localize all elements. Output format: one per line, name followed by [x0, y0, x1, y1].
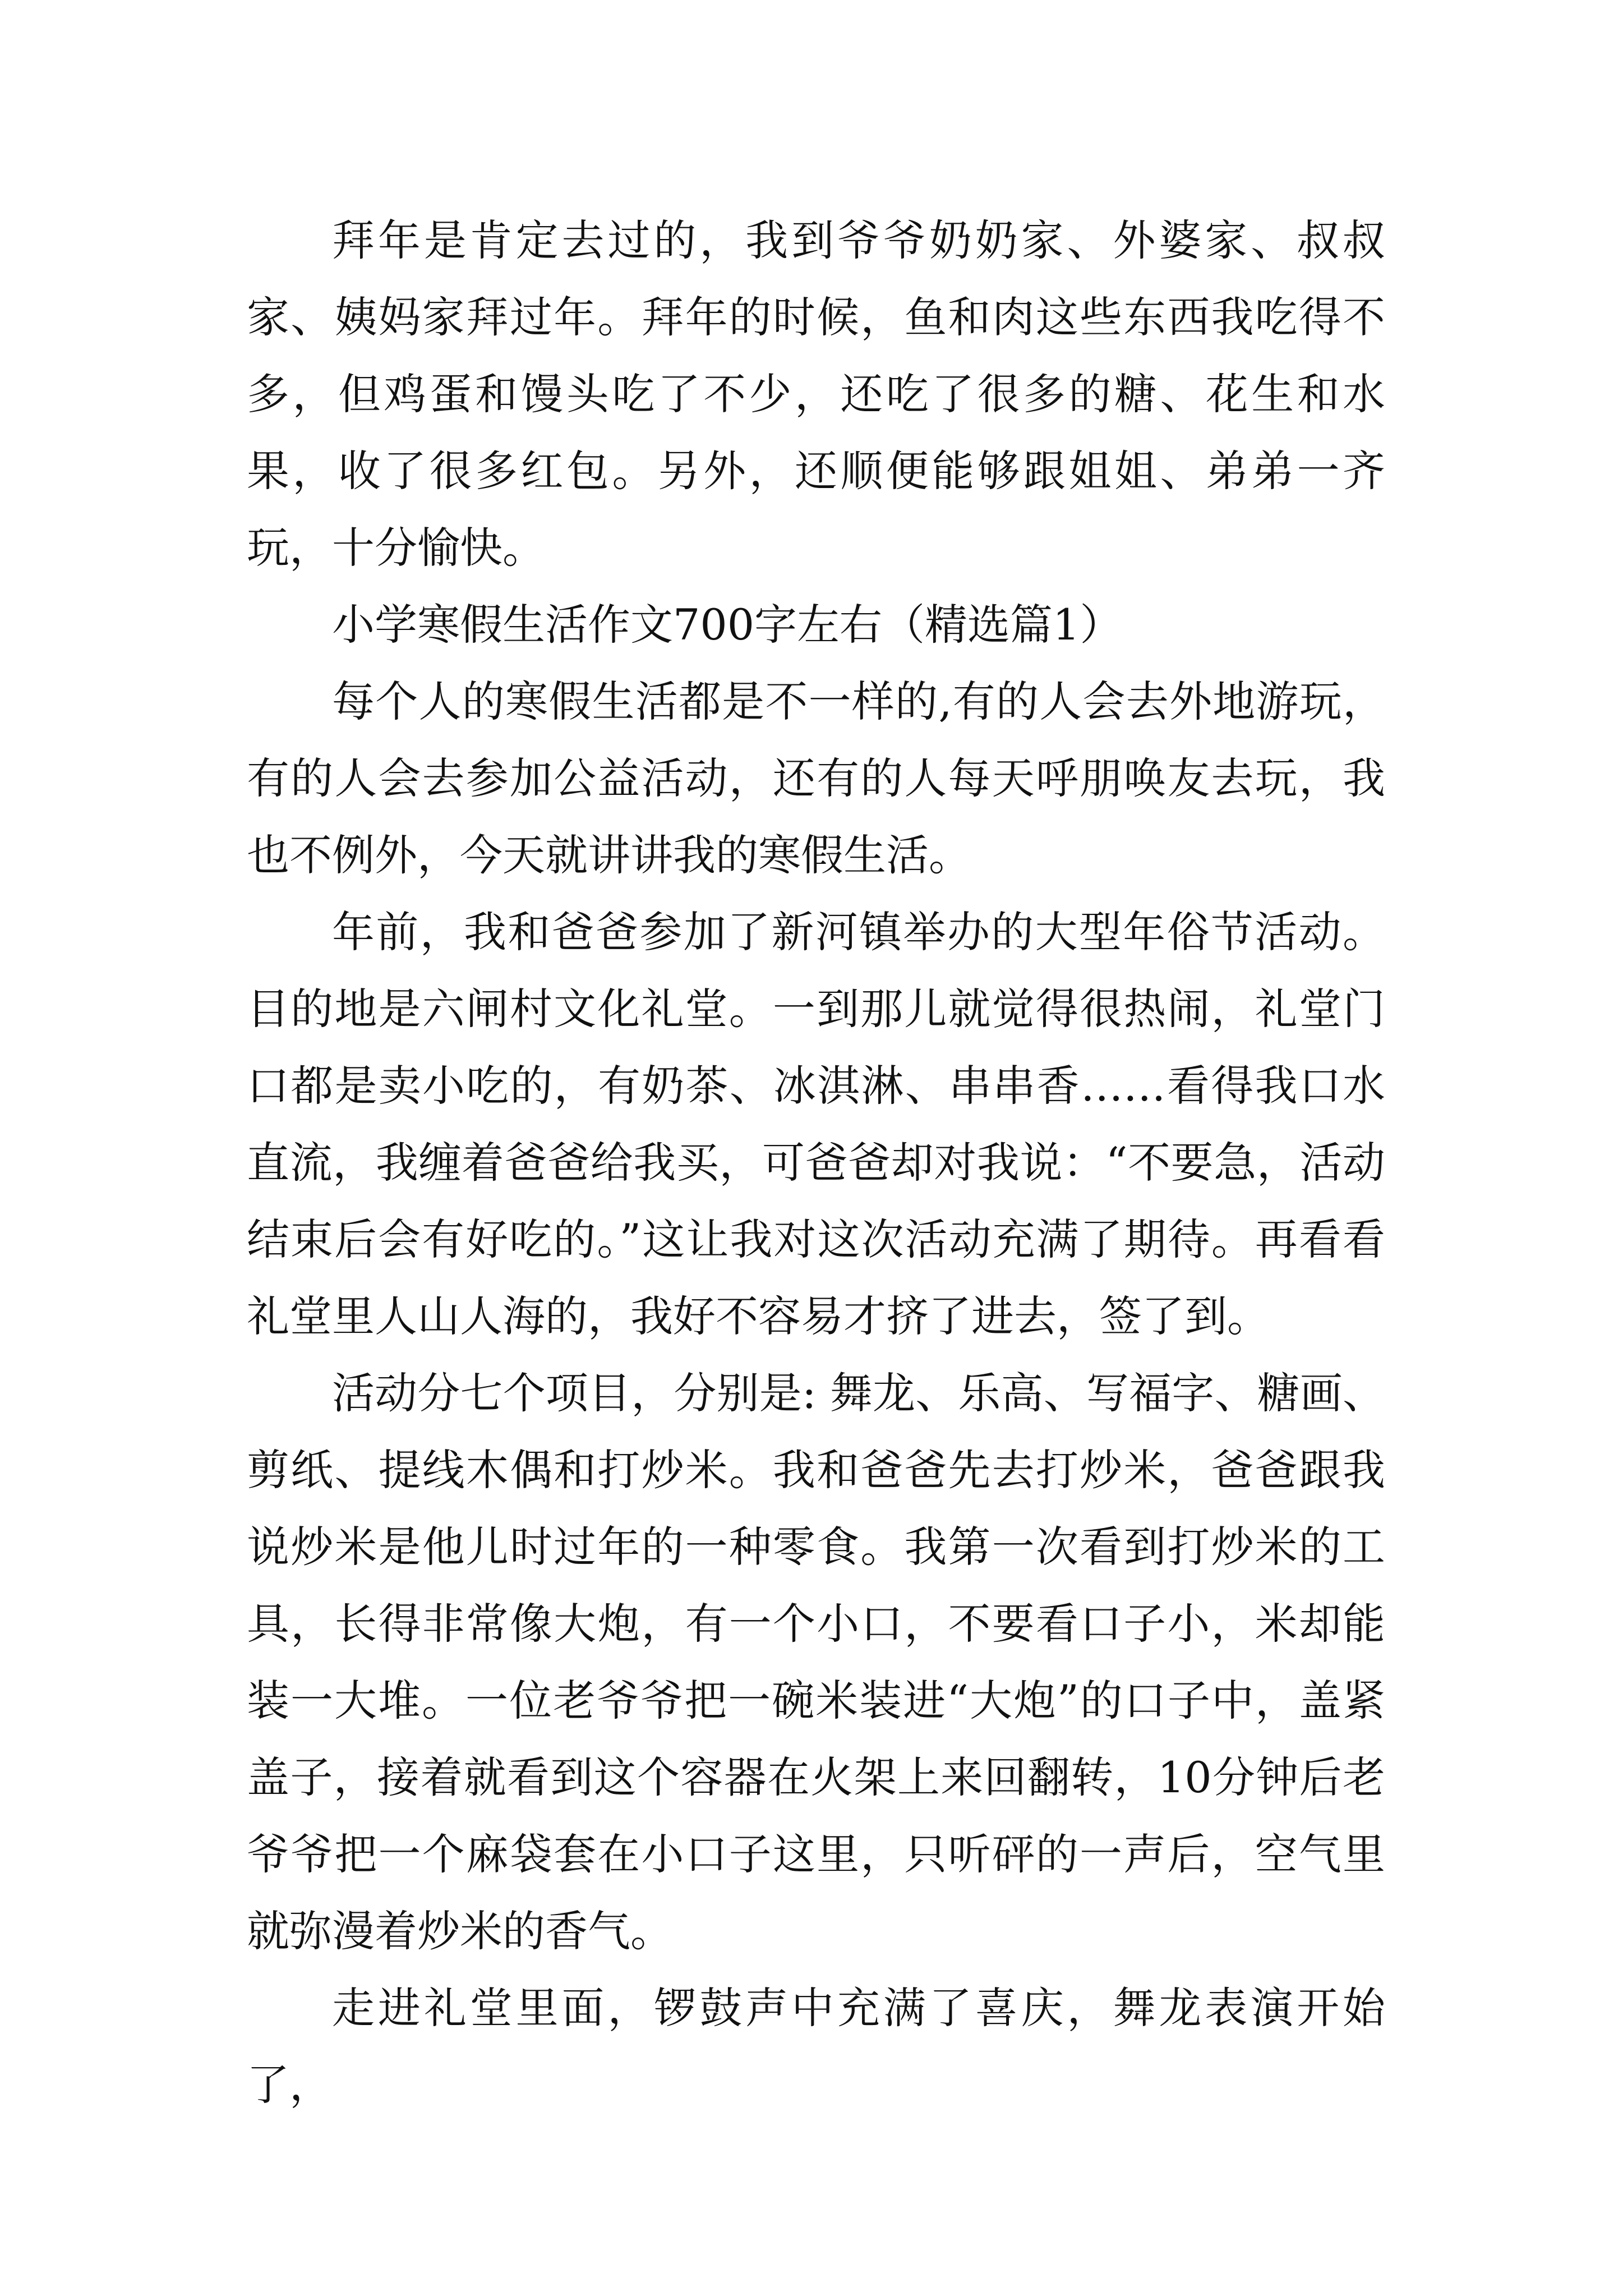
- paragraph-intro: 每个人的寒假生活都是不一样的,有的人会去外地游玩，有的人会去参加公益活动，还有的人每天呼朋唤友去玩，我也不例外，今天就讲讲我的寒假生活。: [247, 677, 1385, 880]
- paragraph-festival-visit: 年前，我和爸爸参加了新河镇举办的大型年俗节活动。目的地是六闸村文化礼堂。一到那儿就觉得很热闹，礼堂门口都是卖小吃的，有奶茶、冰淇淋、串串香……看得我口水直流，我缠着爸爸给我买，可爸爸却对我说：“不要急，活动结束后会有好吃的。”这让我对这次活动充满了期待。再看看礼堂里人山人海的，我好不容易才挤了进去，签了到。: [247, 907, 1385, 1341]
- paragraph-activities: 活动分七个项目，分别是: 舞龙、乐高、写福字、糖画、剪纸、提线木偶和打炒米。我和爸爸先去打炒米，爸爸跟我说炒米是他儿时过年的一种零食。我第一次看到打炒米的工具，长得非常像大炮，有一个小口，不要看口子小，米却能装一大堆。一位老爷爷把一碗米装进“大炮”的口子中，盖紧盖子，接着就看到这个容器在火架上来回翻转，10分钟后老爷爷把一个麻袋套在小口子这里，只听砰的一声后，空气里就弥漫着炒米的香气。: [247, 1368, 1385, 1956]
- paragraph-new-year-visits: 拜年是肯定去过的，我到爷爷奶奶家、外婆家、叔叔家、姨妈家拜过年。拜年的时候，鱼和肉这些东西我吃得不多，但鸡蛋和馒头吃了不少，还吃了很多的糖、花生和水果，收了很多红包。另外，还顺便能够跟姐姐、弟弟一齐玩，十分愉快。: [247, 215, 1385, 573]
- document-body: [247, 202, 1385, 2123]
- essay-title: 小学寒假生活作文700字左右（精选篇1）: [332, 600, 1123, 650]
- paragraph-dragon-dance: 走进礼堂里面，锣鼓声中充满了喜庆，舞龙表演开始了，: [247, 1983, 1385, 2110]
